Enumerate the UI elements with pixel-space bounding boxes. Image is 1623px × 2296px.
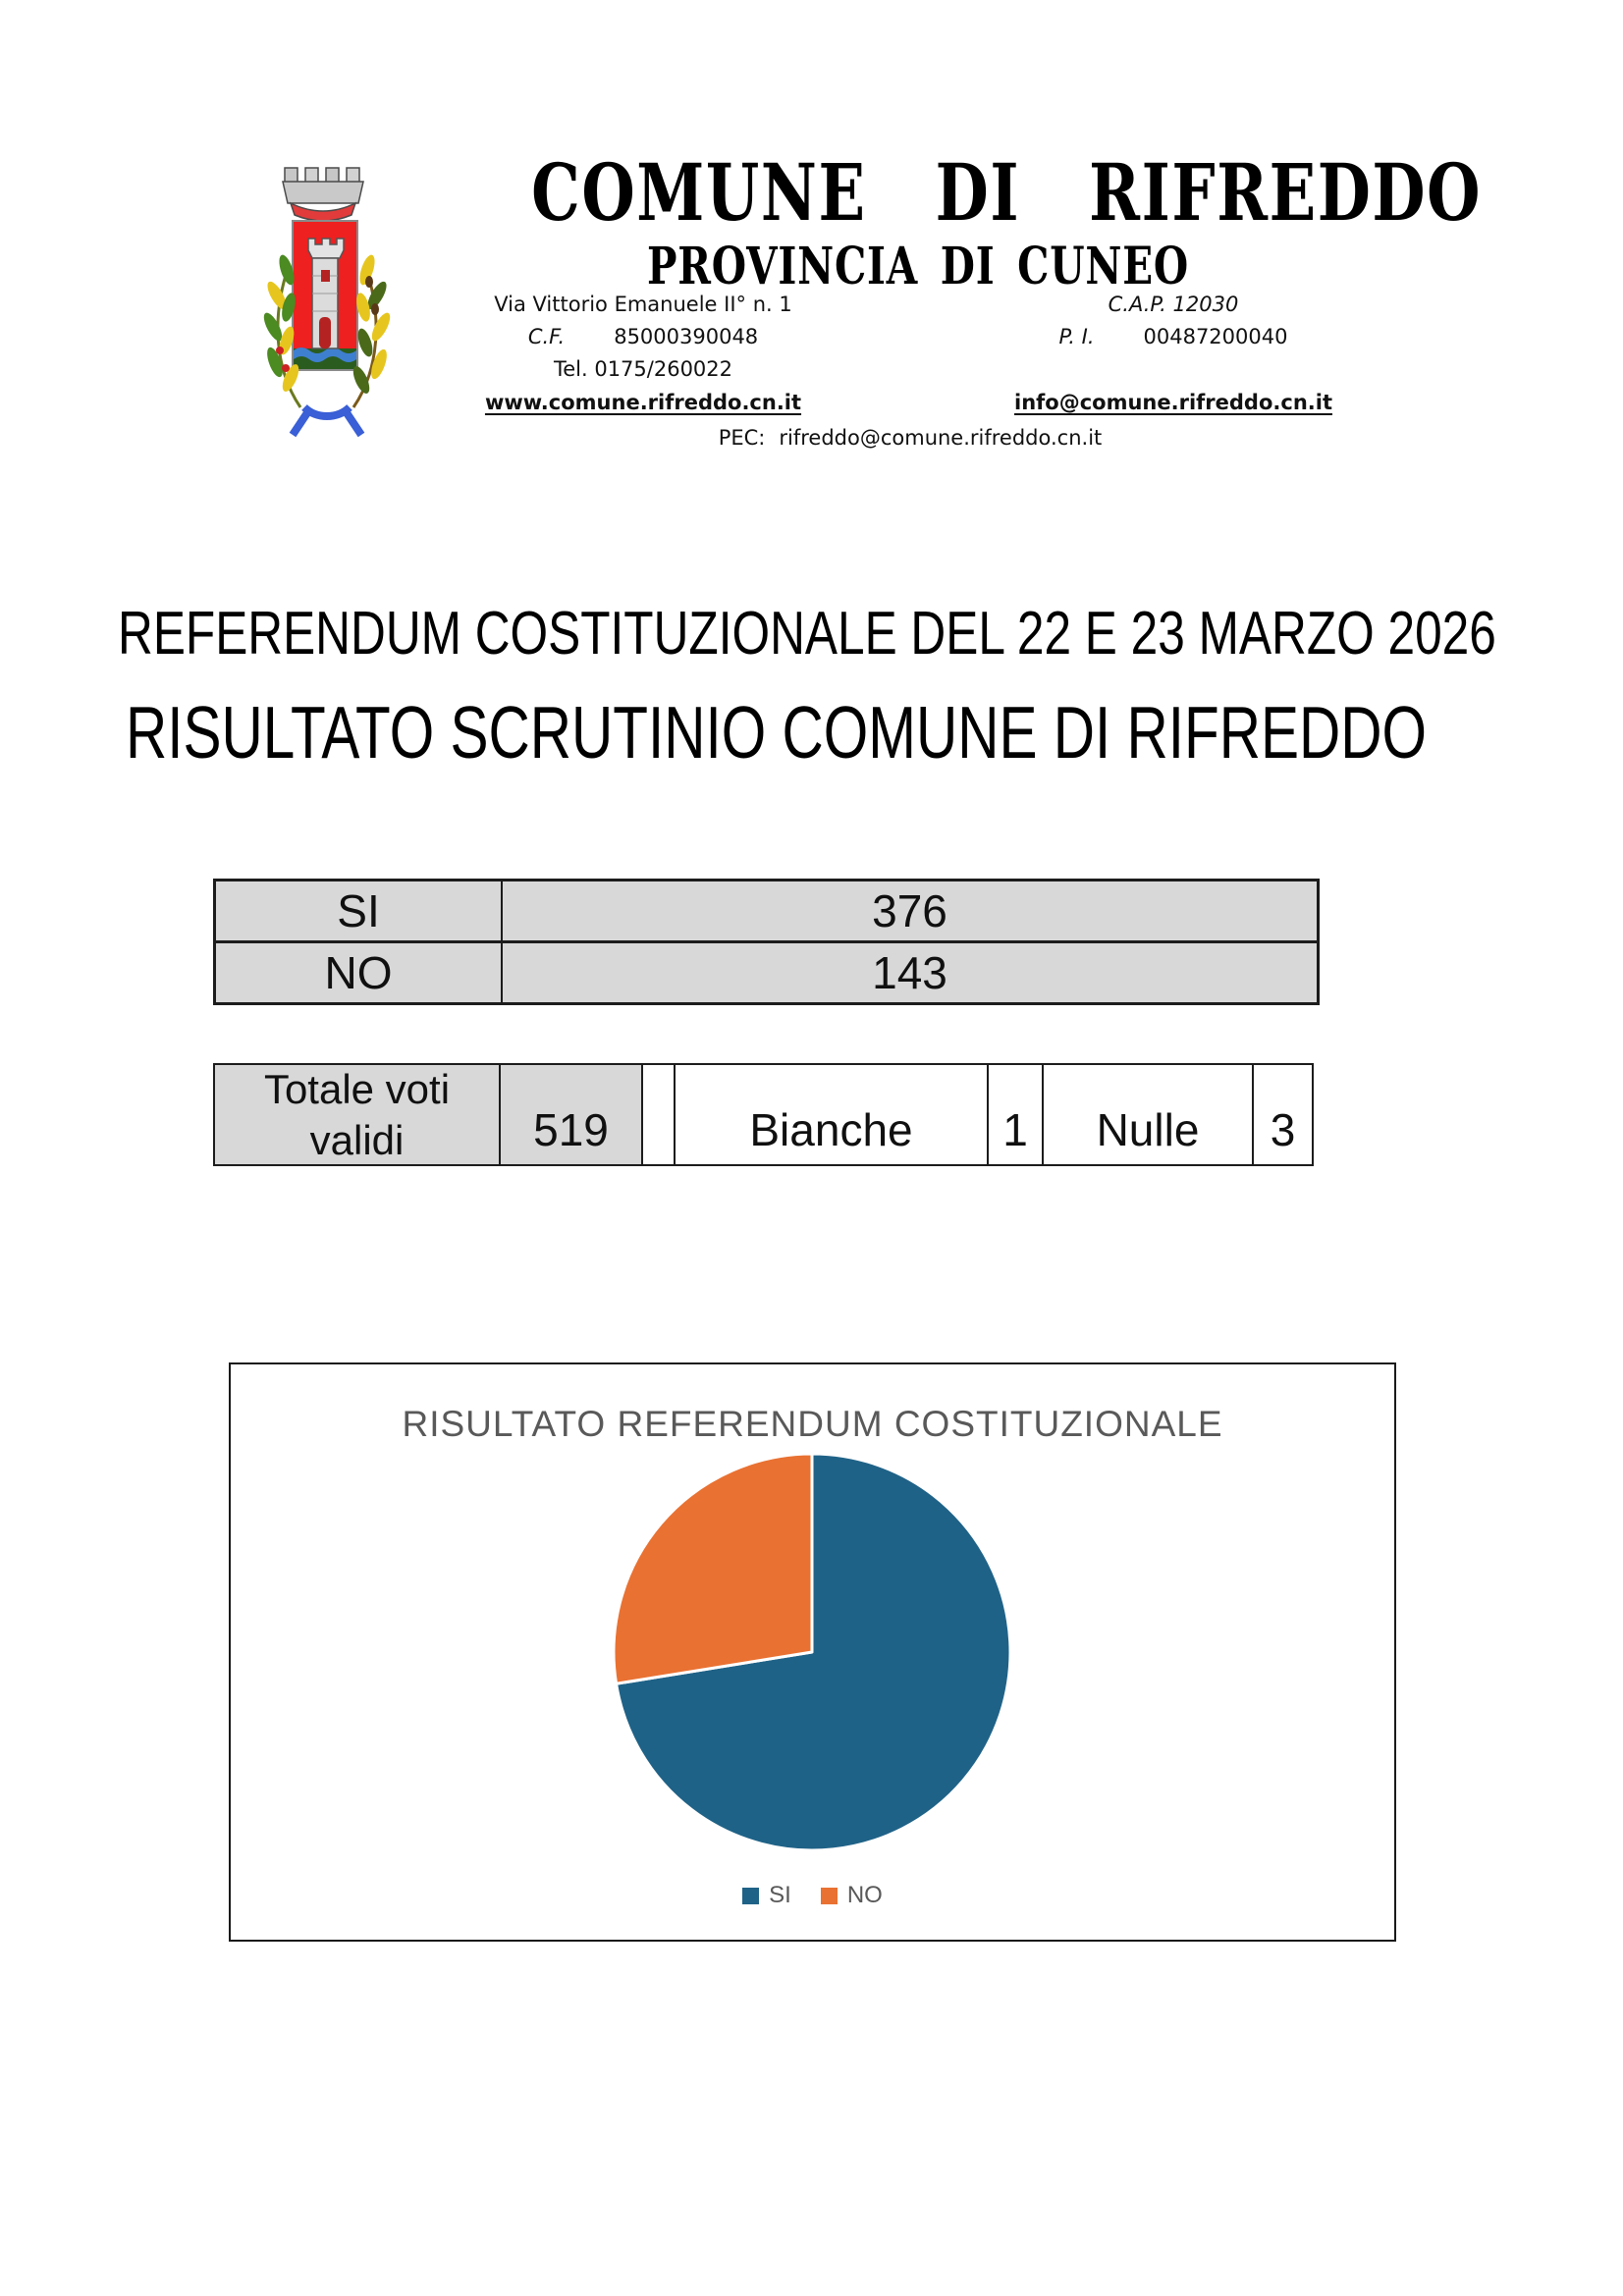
totals-table (213, 1063, 1314, 1166)
bianche-value-cell: 1 (987, 1063, 1044, 1166)
pec-line (567, 428, 1254, 449)
si-label-cell: SI (216, 881, 503, 940)
fiscal-code-label: C.F. (527, 325, 566, 348)
total-valid-label-line1: Totale voti (263, 1066, 451, 1113)
referendum-title: REFERENDUM COSTITUZIONALE DEL 22 E 23 MARZO 2026 (118, 600, 1496, 667)
chart-title: RISULTATO REFERENDUM COSTITUZIONALE (402, 1404, 1223, 1444)
mural-crown-icon (283, 168, 363, 221)
total-valid-value-cell: 519 (499, 1063, 643, 1166)
cap-line: C.A.P. 12030 (1108, 293, 1239, 316)
vat-label: P. I. (1058, 325, 1095, 348)
vat-value: 00487200040 (1143, 325, 1288, 348)
website-line (422, 393, 864, 413)
si-legend-swatch-icon (742, 1888, 759, 1904)
phone-line: Tel. 0175/260022 (553, 357, 733, 381)
total-valid-label-cell (213, 1063, 501, 1166)
coat-of-arms-rifreddo (247, 160, 406, 447)
table-row-si (216, 881, 1317, 940)
ribbon-icon (293, 407, 361, 435)
legend-item-no (821, 1882, 883, 1909)
pie-slice-no (614, 1454, 812, 1683)
tower-icon (308, 239, 344, 348)
referendum-pie-chart (229, 1362, 1396, 1942)
municipality-title: COMUNE DI RIFREDDO (531, 146, 1482, 239)
nulle-label-cell: Nulle (1042, 1063, 1254, 1166)
vat-line (952, 327, 1394, 347)
fiscal-code-value: 85000390048 (614, 325, 759, 348)
address-line: Via Vittorio Emanuele II° n. 1 (494, 293, 792, 316)
email-line (952, 393, 1394, 413)
scrutinio-title: RISULTATO SCRUTINIO COMUNE DI RIFREDDO (126, 691, 1427, 774)
total-valid-label-line2: validi (309, 1116, 405, 1163)
no-value-cell: 143 (872, 947, 947, 998)
table-row-no (216, 940, 1317, 1002)
no-legend-label: NO (846, 1882, 883, 1908)
chart-legend (231, 1882, 1394, 1909)
nulle-value-cell: 3 (1252, 1063, 1314, 1166)
no-legend-swatch-icon (821, 1888, 838, 1904)
no-label-cell: NO (216, 943, 503, 1002)
pec-label: PEC: (718, 426, 766, 450)
si-value-cell: 376 (872, 885, 947, 936)
email-link[interactable]: info@comune.rifreddo.cn.it (1014, 391, 1332, 414)
shield (293, 221, 357, 370)
si-legend-label: SI (769, 1882, 791, 1908)
fiscal-code-line (422, 327, 864, 347)
province-title: PROVINCIA DI CUNEO (646, 237, 1190, 296)
results-table (213, 879, 1320, 1005)
website-link[interactable]: www.comune.rifreddo.cn.it (484, 391, 802, 414)
spacer-cell (641, 1063, 676, 1166)
legend-item-si (742, 1882, 791, 1909)
pie-plot-area (231, 1364, 1394, 1940)
pec-value: rifreddo@comune.rifreddo.cn.it (779, 426, 1103, 450)
bianche-label-cell: Bianche (674, 1063, 989, 1166)
